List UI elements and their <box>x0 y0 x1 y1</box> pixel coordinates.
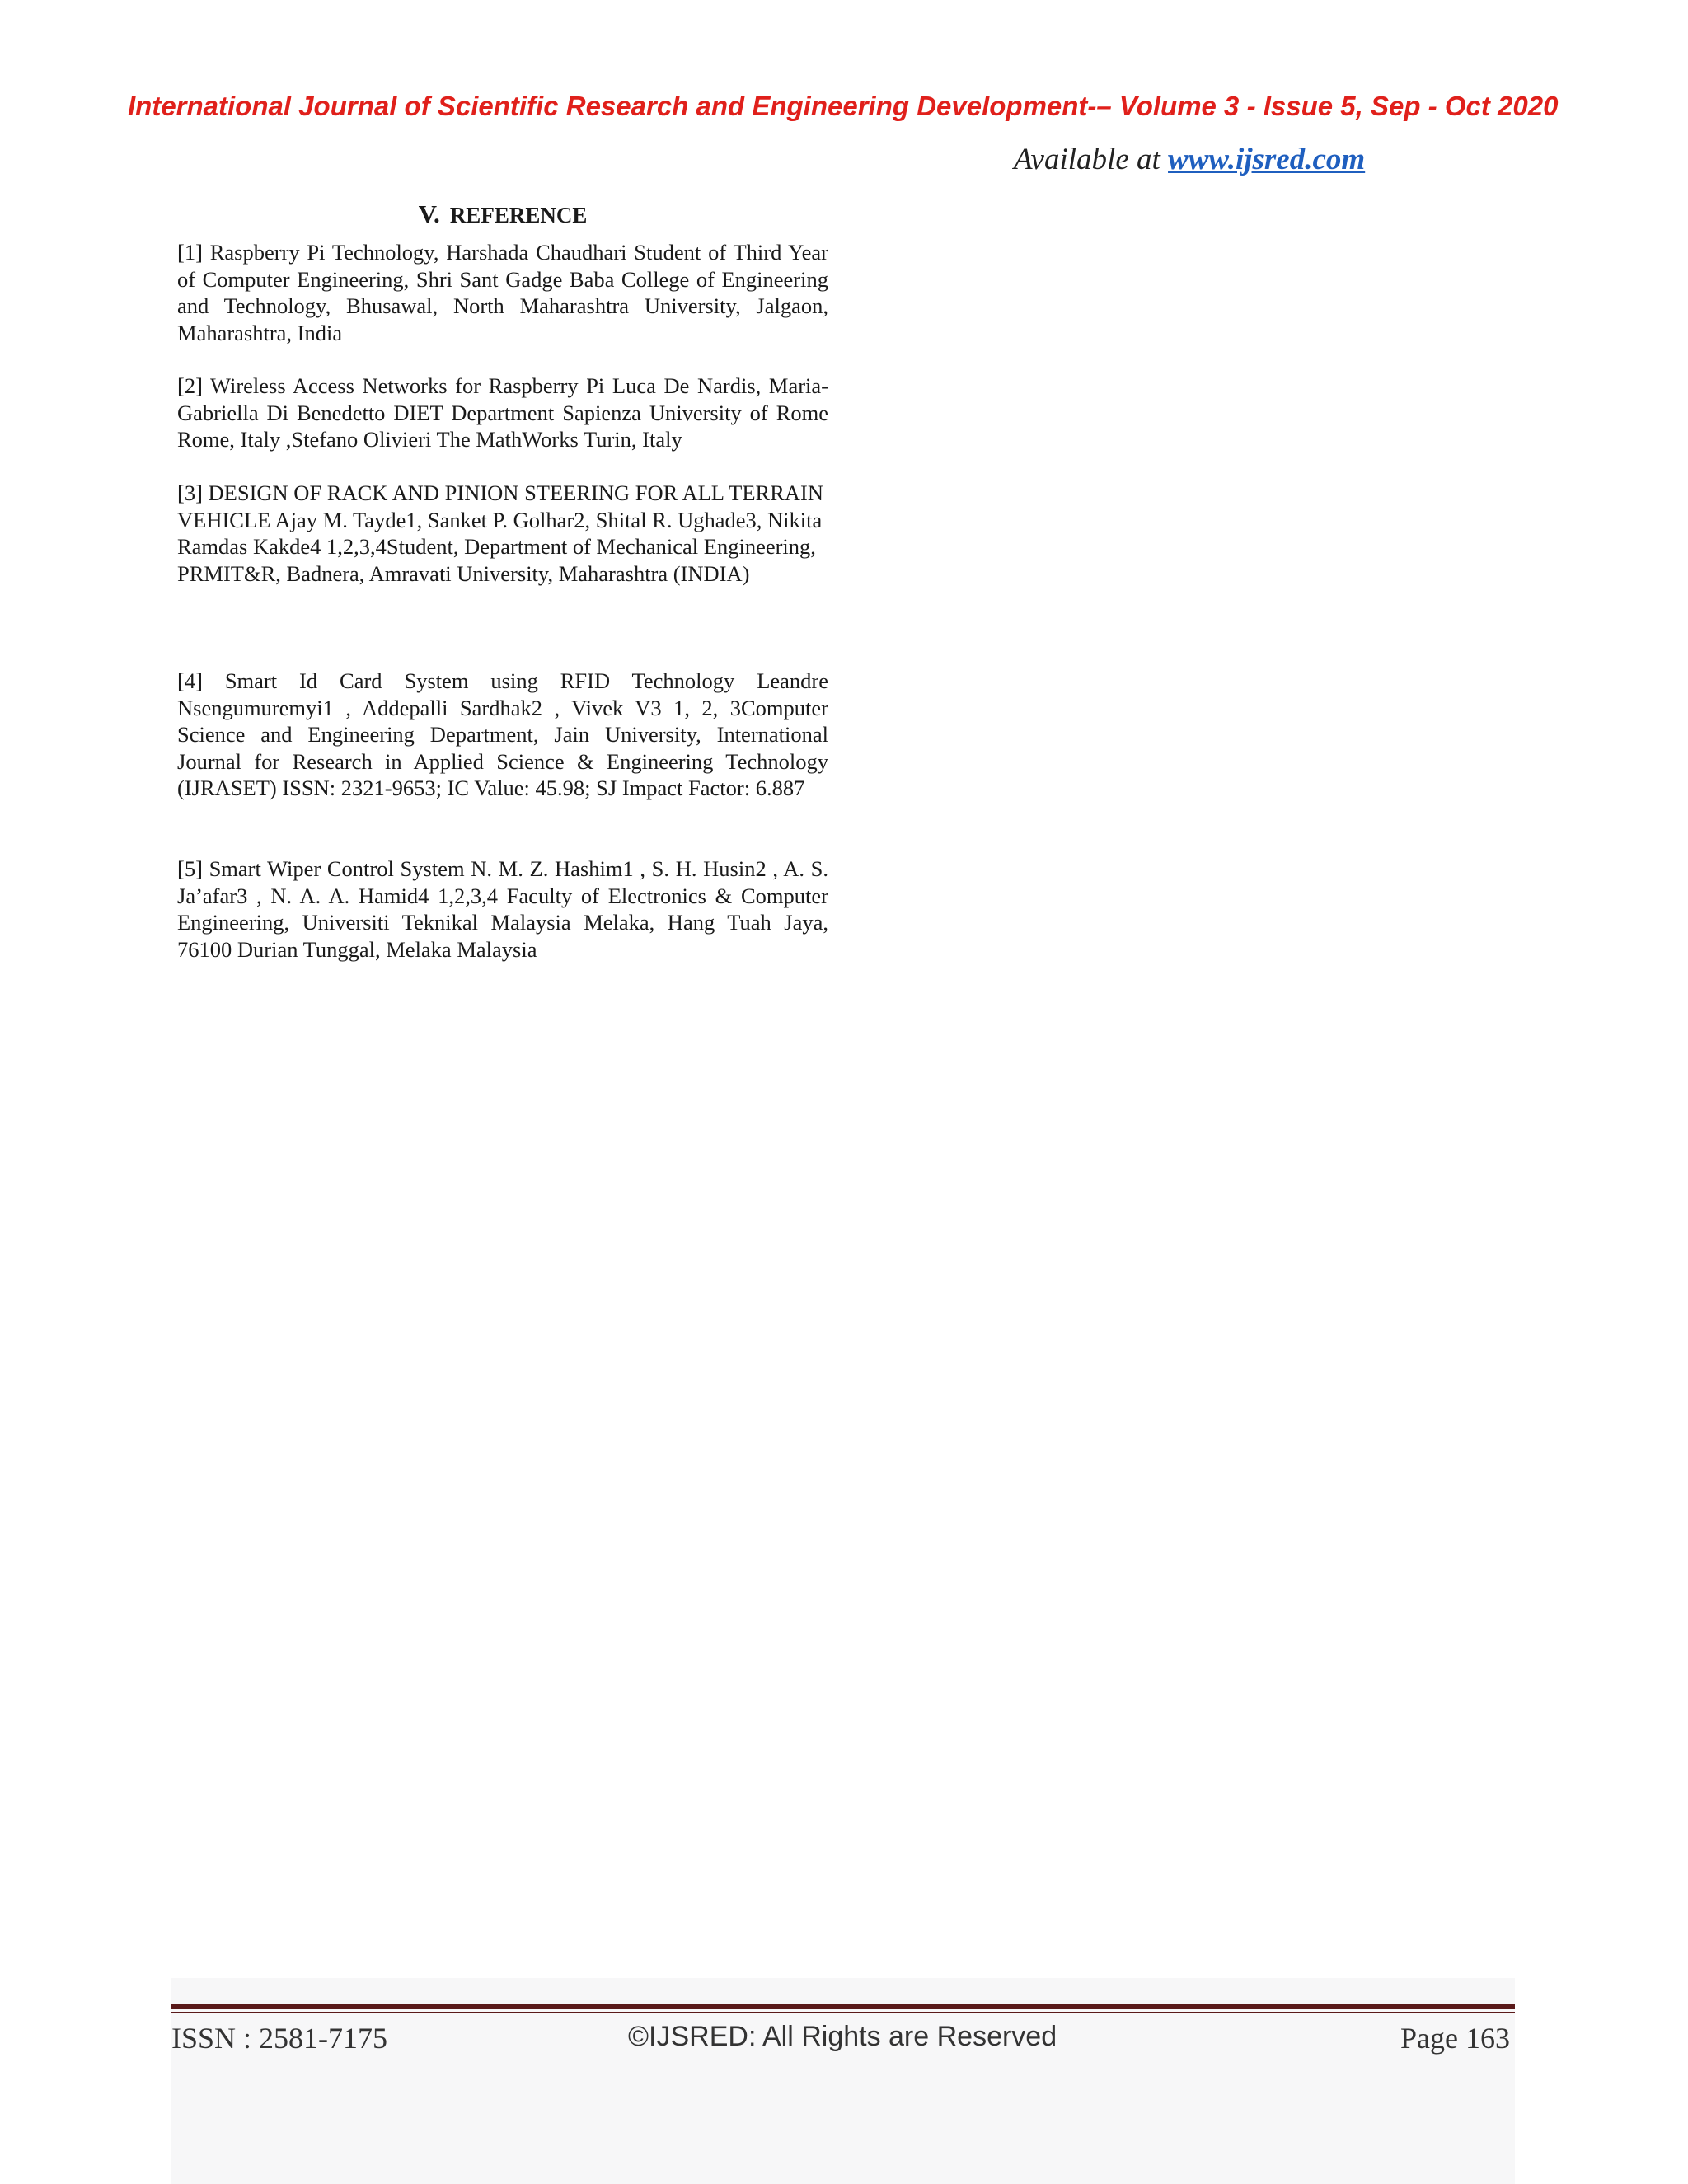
section-number: V. <box>418 199 440 228</box>
reference-1: [1] Raspberry Pi Technology, Harshada Chaudhari Student of Third Year of Computer Engineering, Shri Sant Gadge Baba College of Engineering and Technology, Bhusawal, North Maharashtra University, Jalgaon, Maharashtra, India <box>177 240 828 345</box>
availability-prefix: Available at <box>1014 143 1169 176</box>
footer-divider <box>171 2004 1515 2009</box>
journal-header: International Journal of Scientific Research and Engineering Development-– Volume 3 - Issue 5, Sep - Oct 2020 <box>128 91 1559 121</box>
reference-4: [4] Smart Id Card System using RFID Technology Leandre Nsengumuremyi1 , Addepalli Sardhak2 , Vivek V3 1, 2, 3Computer Science and Engineering Department, Jain University, International Journal for Research in Applied Science & Engineering Technology (IJRASET) ISSN: 2321-9653; IC Value: 45.98; SJ Impact Factor: 6.887 <box>177 668 828 801</box>
reference-2: [2] Wireless Access Networks for Raspberry Pi Luca De Nardis, Maria-Gabriella Di Benedetto DIET Department Sapienza University of Rome Rome, Italy ,Stefano Olivieri The MathWorks Turin, Italy <box>177 373 828 452</box>
footer-page-number: Page 163 <box>1400 2022 1510 2055</box>
footer-copyright: ©IJSRED: All Rights are Reserved <box>628 2021 1057 2052</box>
website-link[interactable]: www.ijsred.com <box>1168 143 1366 176</box>
section-title: REFERENCE <box>449 203 588 227</box>
reference-3: [3] DESIGN OF RACK AND PINION STEERING FOR ALL TERRAIN VEHICLE Ajay M. Tayde1, Sanket P. Golhar2, Shital R. Ughade3, Nikita Ramdas Kakde4 1,2,3,4Student, Department of Mechanical Engineering, PRMIT&R, Badnera, Amravati University, Maharashtra (INDIA) <box>177 480 823 586</box>
availability-line <box>1014 142 1365 177</box>
footer-issn: ISSN : 2581-7175 <box>171 2022 388 2055</box>
footer-divider-thin <box>171 2012 1515 2013</box>
section-heading <box>177 199 828 229</box>
reference-5: [5] Smart Wiper Control System N. M. Z. Hashim1 , S. H. Husin2 , A. S. Ja’afar3 , N. A. A. Hamid4 1,2,3,4 Faculty of Electronics & Computer Engineering, Universiti Teknikal Malaysia Melaka, Hang Tuah Jaya, 76100 Durian Tunggal, Melaka Malaysia <box>177 856 828 962</box>
